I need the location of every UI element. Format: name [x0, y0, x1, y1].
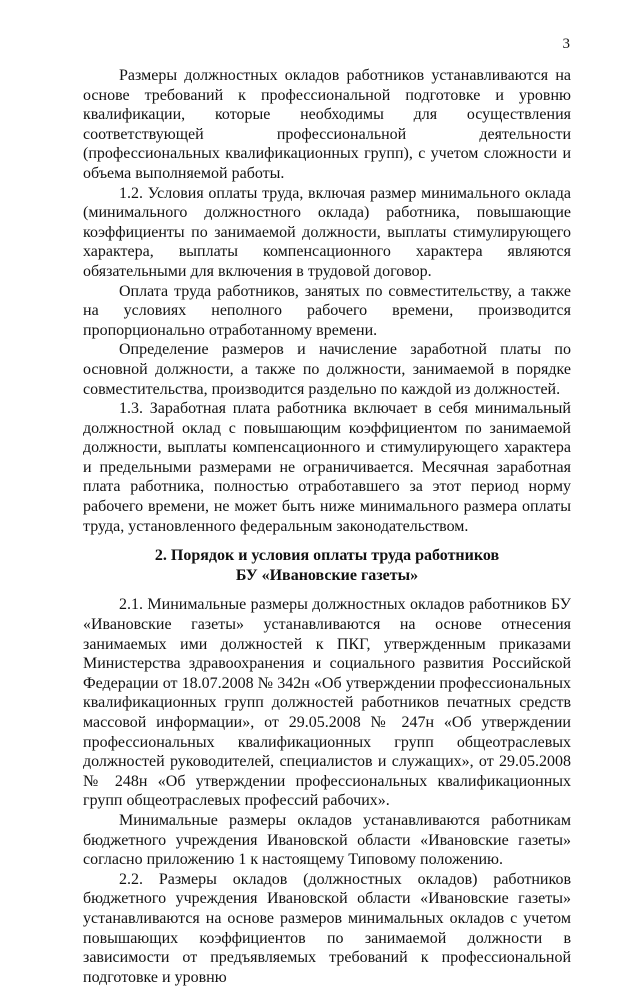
document-body [83, 66, 571, 987]
section-2-heading-line1: 2. Порядок и условия оплаты труда работников [154, 547, 500, 565]
section-2-heading [83, 546, 571, 585]
paragraph-1-3-wage: 1.3. Заработная плата работника включает в себя минимальный должностной оклад с повышающим коэффициентом по занимаемой должности, выплаты компенсационного и стимулирующего характера и предельными размерами не ограничивается. Месячная заработная плата работника, полностью отработавшего за этот период норму рабочего времени, не может быть ниже минимального размера оплаты труда, установленного федеральным законодательством. [83, 400, 571, 535]
paragraph-minimum-salaries-appendix: Минимальные размеры окладов устанавливаются работникам бюджетного учреждения Ивановской области «Ивановские газеты» согласно приложению 1 к настоящему Типовому положению. [83, 811, 571, 869]
paragraph-2-2-salary-sizes: 2.2. Размеры окладов (должностных окладов) работников бюджетного учреждения Ивановской области «Ивановские газеты» устанавливаются на основе размеров минимальных окладов с учетом повышающих коэффициентов по занимаемой должности в зависимости от предъявляемых требований к профессиональной подготовке и уровню [83, 870, 571, 986]
paragraph-part-time: Оплата труда работников, занятых по совместительству, а также на условиях неполного рабочего времени, производится пропорционально отработанному времени. [83, 282, 571, 339]
paragraph-2-1-minimum-salaries: 2.1. Минимальные размеры должностных окладов работников БУ «Ивановские газеты» устанавливаются на основе отнесения занимаемых ими должностей к ПКГ, утвержденным приказами Министерства здравоохранения и социального развития Российской Федерации от 18.07.2008 № 342н «Об утверждении профессиональных квалификационных групп должностей работников печатных средств массовой информации», от 29.05.2008 № 247н «Об утверждении профессиональных квалификационных групп общеотраслевых должностей руководителей, специалистов и служащих», от 29.05.2008 № 248н «Об утверждении профессиональных квалификационных групп общеотраслевых профессий рабочих». [83, 596, 571, 810]
paragraph-salary-basis: Размеры должностных окладов работников устанавливаются на основе требований к профессиональной подготовке и уровню квалификации, которые необходимы для осуществления соответствующей профессиональной деятельности (профессиональных квалификационных групп), с учетом сложности и объема выполняемой работы. [83, 67, 571, 182]
page-number: 3 [562, 36, 570, 52]
paragraph-1-2-conditions: 1.2. Условия оплаты труда, включая размер минимального оклада (минимального должностного оклада) работника, повышающие коэффициенты по занимаемой должности, выплаты стимулирующего характера, выплаты компенсационного характера являются обязательными для включения в трудовой договор. [83, 184, 571, 280]
paragraph-separate-calculation: Определение размеров и начисление заработной платы по основной должности, а также по должности, занимаемой в порядке совместительства, производится раздельно по каждой из должностей. [83, 341, 571, 398]
section-2-heading-line2: БУ «Ивановские газеты» [235, 566, 419, 584]
